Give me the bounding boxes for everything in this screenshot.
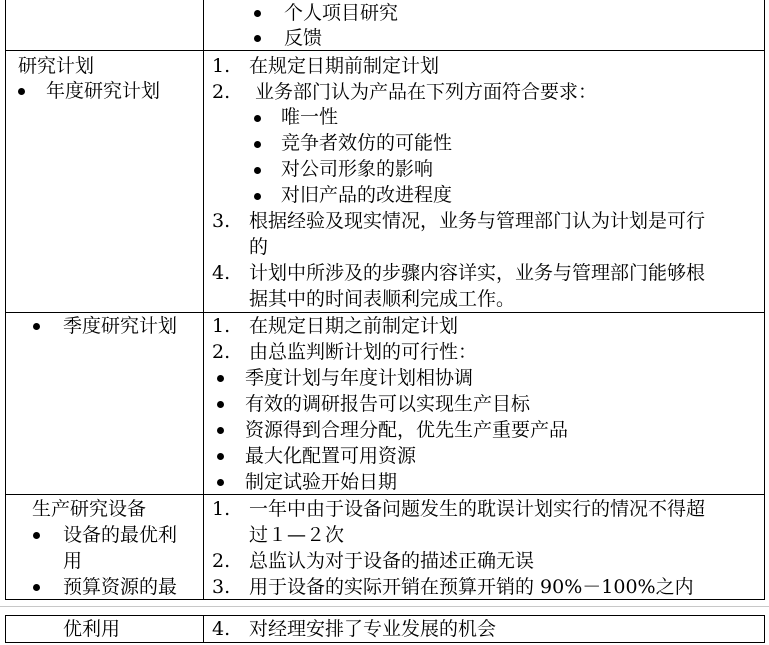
list-item: 由总监判断计划的可行性：: [249, 341, 478, 363]
list-item: 在规定日期前制定计划: [249, 55, 440, 77]
list-item: 计划中所涉及的步骤内容详实，业务与管理部门能够根: [249, 262, 706, 284]
list-number: 1.: [212, 315, 231, 337]
bullet: [18, 88, 25, 95]
bullet: [254, 35, 261, 42]
table-left-border: [5, 615, 6, 643]
bullet: [254, 193, 261, 200]
bullet-text: 季度计划与年度计划相协调: [245, 367, 474, 389]
table-right-border: [764, 615, 765, 643]
bullet-text: 对公司形象的影响: [281, 158, 434, 180]
list-item-continuation: 过１—２次: [249, 524, 345, 546]
table-bottom-border: [5, 642, 764, 643]
bullet: [217, 453, 224, 460]
bullet-text: 对旧产品的改进程度: [281, 184, 453, 206]
list-number: 1.: [212, 55, 231, 77]
bullet: [33, 323, 40, 330]
list-number: 2.: [212, 341, 231, 363]
section-subheading: 设备的最优利: [63, 524, 178, 546]
list-item: 根据经验及现实情况，业务与管理部门认为计划是可行: [249, 210, 706, 232]
list-item: 业务部门认为产品在下列方面符合要求：: [255, 81, 598, 103]
column-divider: [203, 0, 204, 600]
bullet-text: 竞争者效仿的可能性: [281, 132, 453, 154]
list-item: 总监认为对于设备的描述正确无误: [249, 550, 535, 572]
list-number: 2.: [212, 81, 231, 103]
bullet-text: 资源得到合理分配，优先生产重要产品: [245, 419, 569, 441]
list-item-continuation: 据其中的时间表顺利完成工作。: [249, 288, 516, 310]
bullet-text: 最大化配置可用资源: [245, 445, 417, 467]
bullet: [33, 584, 40, 591]
section-subheading-continuation: 优利用: [63, 618, 121, 640]
list-item: 一年中由于设备问题发生的耽误计划实行的情况不得超: [249, 498, 706, 520]
bullet: [217, 375, 224, 382]
bullet: [217, 427, 224, 434]
section-subheading: 预算资源的最: [63, 576, 178, 598]
bullet: [254, 115, 261, 122]
list-item: 对经理安排了专业发展的机会: [249, 618, 497, 640]
section-heading: 研究计划: [18, 55, 95, 77]
bullet: [254, 141, 261, 148]
section-subheading-continuation: 用: [63, 550, 83, 572]
list-number: 3.: [212, 576, 231, 598]
list-number: 3.: [212, 210, 231, 232]
list-number: 2.: [212, 550, 231, 572]
bullet: [33, 532, 40, 539]
table-right-border: [764, 0, 765, 600]
bullet-text: 个人项目研究: [284, 2, 399, 24]
bullet-text: 唯一性: [281, 106, 339, 128]
list-number: 1.: [212, 498, 231, 520]
bullet: [254, 10, 261, 17]
bullet: [217, 479, 224, 486]
list-item: 在规定日期之前制定计划: [249, 315, 459, 337]
list-item: 用于设备的实际开销在预算开销的 90%－100%之内: [249, 576, 694, 598]
section-subheading: 年度研究计划: [46, 80, 161, 102]
section-heading: 生产研究设备: [32, 498, 147, 520]
table-left-border: [5, 0, 6, 600]
bullet-text: 反馈: [284, 27, 323, 49]
bullet: [217, 401, 224, 408]
list-number: 4.: [212, 618, 231, 640]
column-divider: [203, 615, 204, 643]
page-break-line: [0, 606, 769, 607]
list-item-continuation: 的: [249, 236, 269, 258]
row-divider: [5, 50, 764, 51]
bullet: [254, 167, 261, 174]
bullet-text: 制定试验开始日期: [245, 471, 398, 493]
list-number: 4.: [212, 262, 231, 284]
section-subheading: 季度研究计划: [63, 315, 178, 337]
bullet-text: 有效的调研报告可以实现生产目标: [245, 393, 531, 415]
